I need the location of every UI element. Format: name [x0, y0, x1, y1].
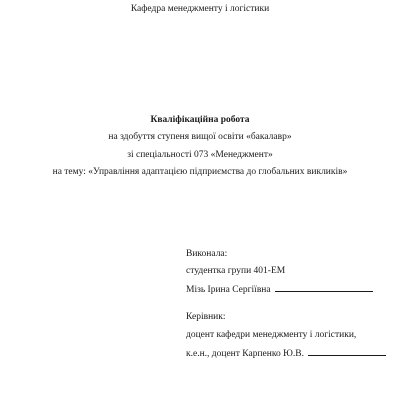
supervisor-signature-line	[308, 346, 386, 356]
supervisor-heading: Керівник:	[186, 312, 226, 322]
specialty-line: зі спеціальності 073 «Менеджмент»	[127, 150, 273, 160]
degree-line: на здобуття ступеня вищої освіти «бакалавр»	[108, 132, 292, 142]
department-header: Кафедра менеджменту і логістики	[130, 4, 270, 14]
author-heading: Виконала:	[186, 249, 228, 259]
author-group: студентка групи 401-ЕМ	[186, 266, 286, 276]
topic-line: на тему: «Управління адаптацією підприємства до глобальних викликів»	[52, 167, 348, 177]
supervisor-name-row	[186, 346, 386, 360]
author-signature-line	[275, 282, 373, 292]
thesis-title: Кваліфікаційна робота	[150, 115, 250, 125]
author-name: Мізь Ірина Сергіївна	[186, 285, 271, 295]
supervisor-position: доцент кафедри менеджменту і логістики,	[186, 330, 357, 340]
author-name-row	[186, 282, 373, 296]
supervisor-name: к.е.н., доцент Карпенко Ю.В.	[186, 349, 304, 359]
